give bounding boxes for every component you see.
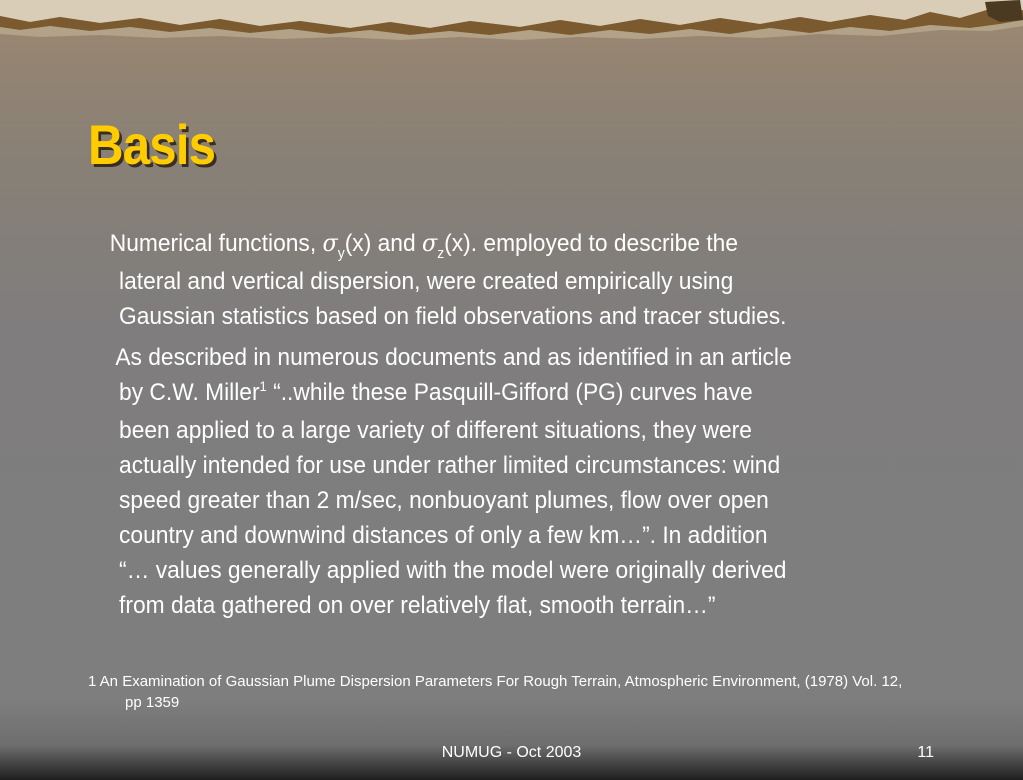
text-run: (x) and [344,230,422,257]
text-run: Numerical functions, [109,230,323,257]
line: Gaussian statistics based on field observations and tracer studies. [119,303,787,330]
footnote-line: pp 1359 [125,694,180,711]
slide-title: Basis [88,113,216,176]
text-run: (x). employed to describe the [444,230,738,257]
footnote-line: 1 An Examination of Gaussian Plume Dispersion Parameters For Rough Terrain, Atmospheric Environment, (1978) Vol. 12, [88,673,903,690]
line: speed greater than 2 m/sec, nonbuoyant plumes, flow over open [119,487,769,514]
line [119,375,792,413]
line: actually intended for use under rather limited circumstances: wind [119,452,781,479]
sigma-symbol: σ [322,229,338,257]
subscript-z: z [437,245,445,262]
footnote [88,671,948,713]
footer-text: NUMUG - Oct 2003 [441,744,582,761]
line: “… values generally applied with the model were originally derived [119,557,787,584]
sigma-symbol: σ [421,229,438,257]
line: As described in numerous documents and as identified in an article [115,344,792,371]
line: country and downwind distances of only a few km…”. In addition [119,522,768,549]
torn-paper-banner [0,0,1023,40]
text-run: “..while these Pasquill-Gifford (PG) curves have [266,379,753,406]
page-number: 11 [917,744,934,761]
line: been applied to a large variety of different situations, they were [119,417,752,444]
line [110,226,787,264]
paragraph-numerical-functions [109,226,787,334]
subscript-y: y [337,245,345,262]
line: from data gathered on over relatively flat, smooth terrain…” [119,592,716,619]
paragraph-miller-quote [115,340,792,623]
footnote-marker: 1 [259,378,267,394]
text-run: by C.W. Miller [119,379,260,406]
line: lateral and vertical dispersion, were created empirically using [119,268,734,295]
